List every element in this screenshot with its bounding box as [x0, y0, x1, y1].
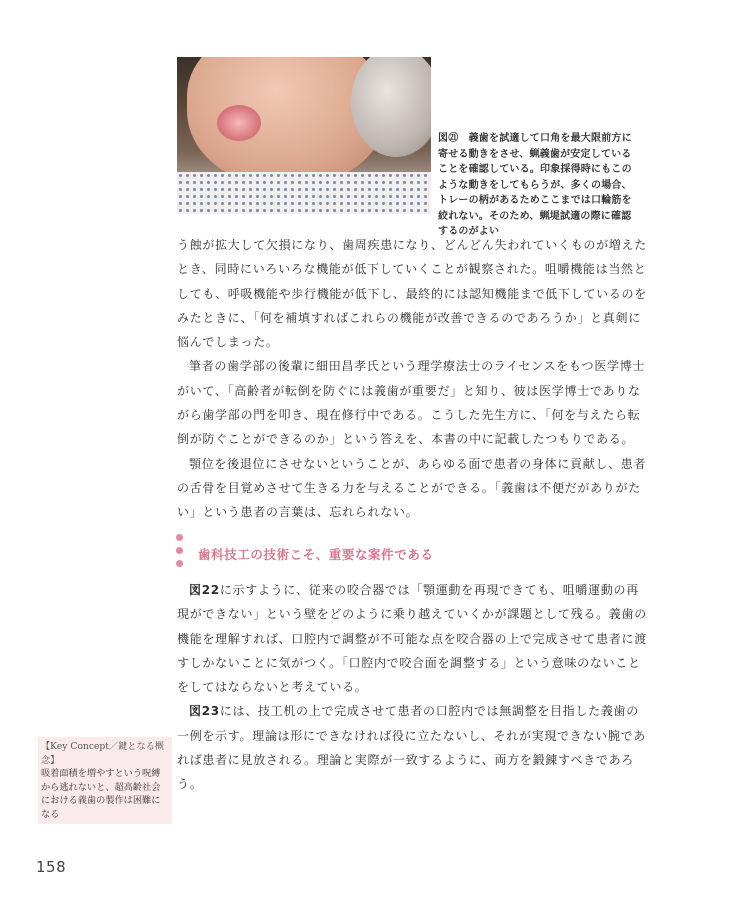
- paragraph-1: う蝕が拡大して欠損になり、歯周疾患になり、どんどん失われていくものが増えたとき、同時にいろいろな機能が低下していくことが観察された。咀嚼機能は当然としても、呼吸機能や歩行機能が低下し、最終的には認知機能まで低下しているのをみたときに、「何を補填すればこれらの機能が改善できるのであろうか」と真剣に悩んでしまった。: [177, 238, 647, 350]
- key-concept-box: [38, 737, 172, 824]
- figure-ref-23: 図23: [189, 704, 220, 719]
- paragraph-fig22-text: に示すように、従来の咬合器では「顎運動を再現できても、咀嚼運動の再現ができない」という壁をどのように乗り越えていくかが課題として残る。義歯の機能を理解すれば、口腔内で調整が不可能な点を咬合器の上で完成させて患者に渡すしかないことに気がつく。「口腔内で咬合面を調整する」という意味のないことをしてはならないと考えている。: [177, 583, 647, 695]
- paragraph-fig23: [177, 699, 647, 796]
- dot-icon: [176, 560, 183, 567]
- paragraph-2: 筆者の歯学部の後輩に細田昌孝氏という理学療法士のライセンスをもつ医学博士がいて、「高齢者が転倒を防ぐには義歯が重要だ」と知り、彼は医学博士でありながら歯学部の門を叩き、現在修行中である。こうした先生方に、「何を与えたら転倒が防ぐことができるのか」という答えを、本書の中に記載したつもりである。: [177, 359, 646, 447]
- figure-photo: [177, 57, 431, 214]
- figure-caption: 図㉑ 義歯を試適して口角を最大限前方に寄せる動きをさせ、蝋義歯が安定していることを確認している。印象採得時にもこのような動きをしてもらうが、多くの場合、トレーの柄があるためここまでは口輪筋を絞れない。そのため、蝋堤試適の際に確認するのがよい: [438, 133, 632, 237]
- paragraph-fig23-text: には、技工机の上で完成させて患者の口腔内では無調整を目指した義歯の一例を示す。理論は形にできなければ役に立たないし、それが実現できない腕であれば患者に見放される。理論と実際が一致するように、両方を鍛錬すべきであろう。: [177, 704, 646, 792]
- lips-shape: [217, 105, 261, 141]
- key-concept-text: 吸着面積を増やすという呪縛から逃れないと、超高齢社会における義歯の製作は困難になる: [41, 768, 161, 820]
- dot-icon: [176, 534, 183, 541]
- heading-dots: [176, 534, 184, 573]
- body-text-bottom: [177, 578, 647, 797]
- key-concept-label: 【Key Concept／鍵となる概念】: [41, 741, 165, 766]
- paragraph-3: 顎位を後退位にさせないということが、あらゆる面で患者の身体に貢献し、患者の舌骨を目覚めさせて生きる力を与えることができる。「義歯は不便だがありがたい」という患者の言葉は、忘れられない。: [177, 456, 647, 520]
- section-heading: 歯科技工の技術こそ、重要な案件である: [198, 547, 434, 562]
- body-text-top: [177, 233, 647, 525]
- paragraph-fig22: [177, 578, 647, 699]
- figure-ref-22: 図22: [189, 583, 220, 597]
- page-number: 158: [36, 858, 67, 876]
- shirt-pattern: [177, 172, 431, 214]
- dot-icon: [176, 547, 183, 554]
